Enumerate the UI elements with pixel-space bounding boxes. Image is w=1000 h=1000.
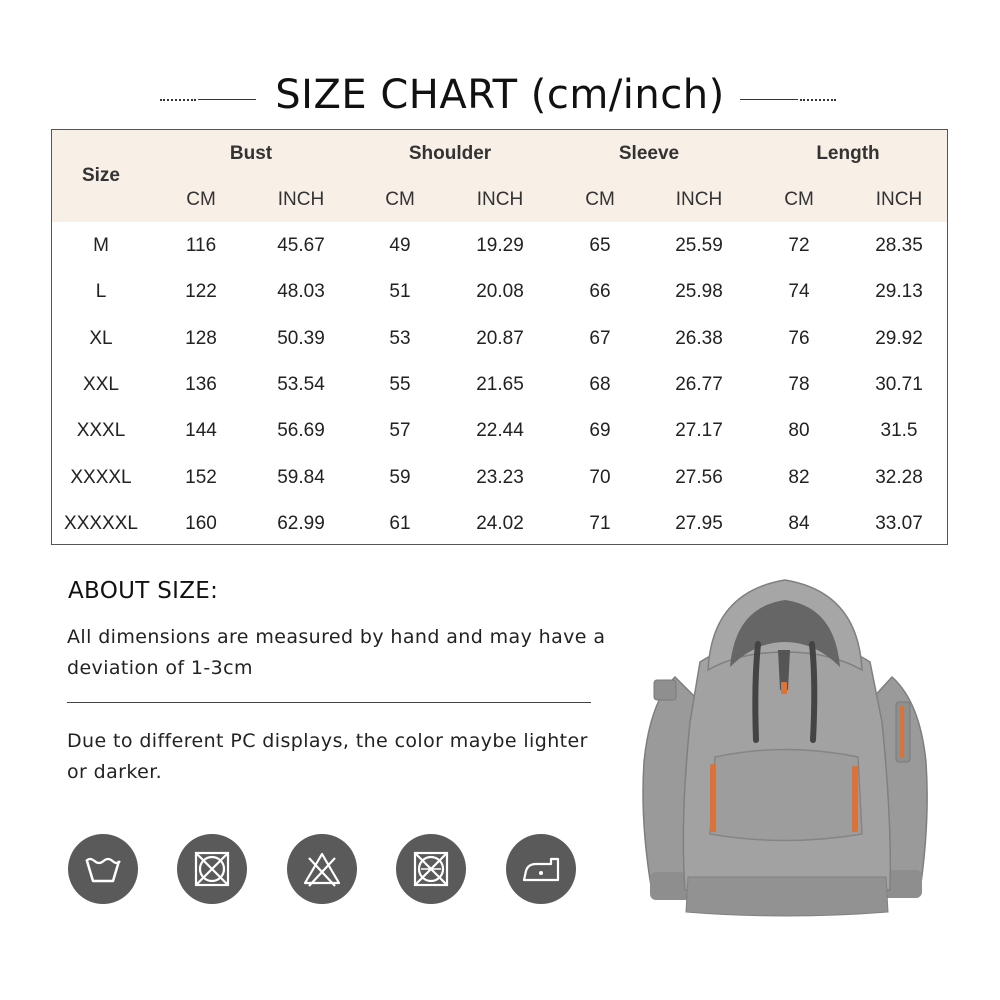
table-cell: 76 [788, 327, 810, 349]
header-shoulder: Shoulder [408, 143, 492, 164]
table-cell: 67 [589, 327, 611, 349]
size-cell: XL [89, 327, 113, 349]
table-cell: 136 [185, 373, 217, 395]
table-cell: 19.29 [476, 235, 524, 256]
header-sleeve: Sleeve [618, 143, 680, 164]
table-cell: 78 [788, 373, 810, 395]
table-cell: 33.07 [875, 512, 923, 534]
table-cell: 48.03 [277, 281, 325, 303]
page-title: SIZE CHART (cm/inch) [275, 72, 725, 118]
header-unit-inch: INCH [277, 189, 325, 210]
table-cell: 144 [185, 420, 217, 442]
table-cell: 66 [589, 281, 611, 303]
do-not-bleach-icon [287, 834, 357, 904]
table-cell: 70 [589, 466, 611, 488]
iron-low-heat-icon [506, 834, 576, 904]
table-cell: 31.5 [880, 420, 918, 442]
header-unit-cm: CM [186, 189, 216, 210]
header-unit-cm: CM [585, 189, 615, 210]
table-cell: 116 [185, 235, 217, 256]
size-cell: L [95, 281, 107, 303]
table-cell: 53 [389, 327, 411, 349]
table-cell: 68 [589, 373, 611, 395]
size-cell: XXXL [76, 420, 126, 442]
table-cell: 21.65 [476, 373, 524, 395]
table-cell: 25.59 [675, 235, 723, 256]
table-cell: 72 [788, 235, 810, 256]
table-cell: 160 [185, 512, 217, 534]
table-cell: 56.69 [277, 420, 325, 442]
table-cell: 62.99 [277, 512, 325, 534]
table-cell: 59.84 [277, 466, 325, 488]
hand-wash-icon [68, 834, 138, 904]
header-unit-inch: INCH [875, 189, 923, 210]
table-cell: 24.02 [476, 512, 524, 534]
table-cell: 30.71 [875, 373, 923, 395]
table-cell: 26.77 [675, 373, 723, 395]
table-cell: 25.98 [675, 281, 723, 303]
table-cell: 84 [788, 512, 810, 534]
header-size: Size [81, 165, 121, 186]
do-not-dry-clean-icon [396, 834, 466, 904]
table-cell: 80 [788, 420, 810, 442]
table-cell: 29.13 [875, 281, 923, 303]
table-cell: 82 [788, 466, 810, 488]
table-cell: 27.95 [675, 512, 723, 534]
divider [67, 702, 591, 703]
table-cell: 55 [389, 373, 411, 395]
header-unit-inch: INCH [476, 189, 524, 210]
table-cell: 28.35 [875, 235, 923, 256]
table-cell: 26.38 [675, 327, 723, 349]
header-unit-cm: CM [784, 189, 814, 210]
table-cell: 61 [389, 512, 411, 534]
header-length: Length [816, 143, 880, 164]
about-size-note-measurement: All dimensions are measured by hand and may have a deviation of 1-3cm [67, 626, 606, 679]
table-cell: 65 [589, 235, 611, 256]
table-cell: 74 [788, 281, 810, 303]
table-cell: 29.92 [875, 327, 923, 349]
header-unit-inch: INCH [675, 189, 723, 210]
table-cell: 20.08 [476, 281, 524, 303]
size-cell: XXL [83, 373, 119, 395]
table-cell: 69 [589, 420, 611, 442]
table-cell: 71 [589, 512, 611, 534]
table-cell: 53.54 [277, 373, 325, 395]
title-decoration-right [740, 99, 836, 101]
do-not-tumble-dry-icon [177, 834, 247, 904]
table-cell: 20.87 [476, 327, 524, 349]
header-bust: Bust [229, 143, 273, 164]
table-cell: 49 [389, 235, 411, 256]
table-cell: 50.39 [277, 327, 325, 349]
about-size-title: ABOUT SIZE: [68, 578, 219, 604]
size-cell: XXXXL [70, 466, 132, 488]
table-cell: 122 [185, 281, 217, 303]
table-cell: 128 [185, 327, 217, 349]
size-cell: XXXXXL [64, 512, 138, 534]
table-cell: 27.17 [675, 420, 723, 442]
table-cell: 51 [389, 281, 411, 303]
about-size-note-color: Due to different PC displays, the color maybe lighter or darker. [67, 730, 588, 783]
table-cell: 27.56 [675, 466, 723, 488]
header-unit-cm: CM [385, 189, 415, 210]
size-table [51, 129, 948, 545]
table-cell: 32.28 [875, 466, 923, 488]
table-cell: 23.23 [476, 466, 524, 488]
table-cell: 57 [389, 420, 411, 442]
title-row [0, 72, 1000, 132]
table-cell: 152 [185, 466, 217, 488]
table-cell: 45.67 [277, 235, 325, 256]
size-cell: M [93, 235, 109, 256]
hoodie-product-image [630, 572, 940, 922]
table-cell: 22.44 [476, 420, 524, 442]
table-cell: 59 [389, 466, 411, 488]
